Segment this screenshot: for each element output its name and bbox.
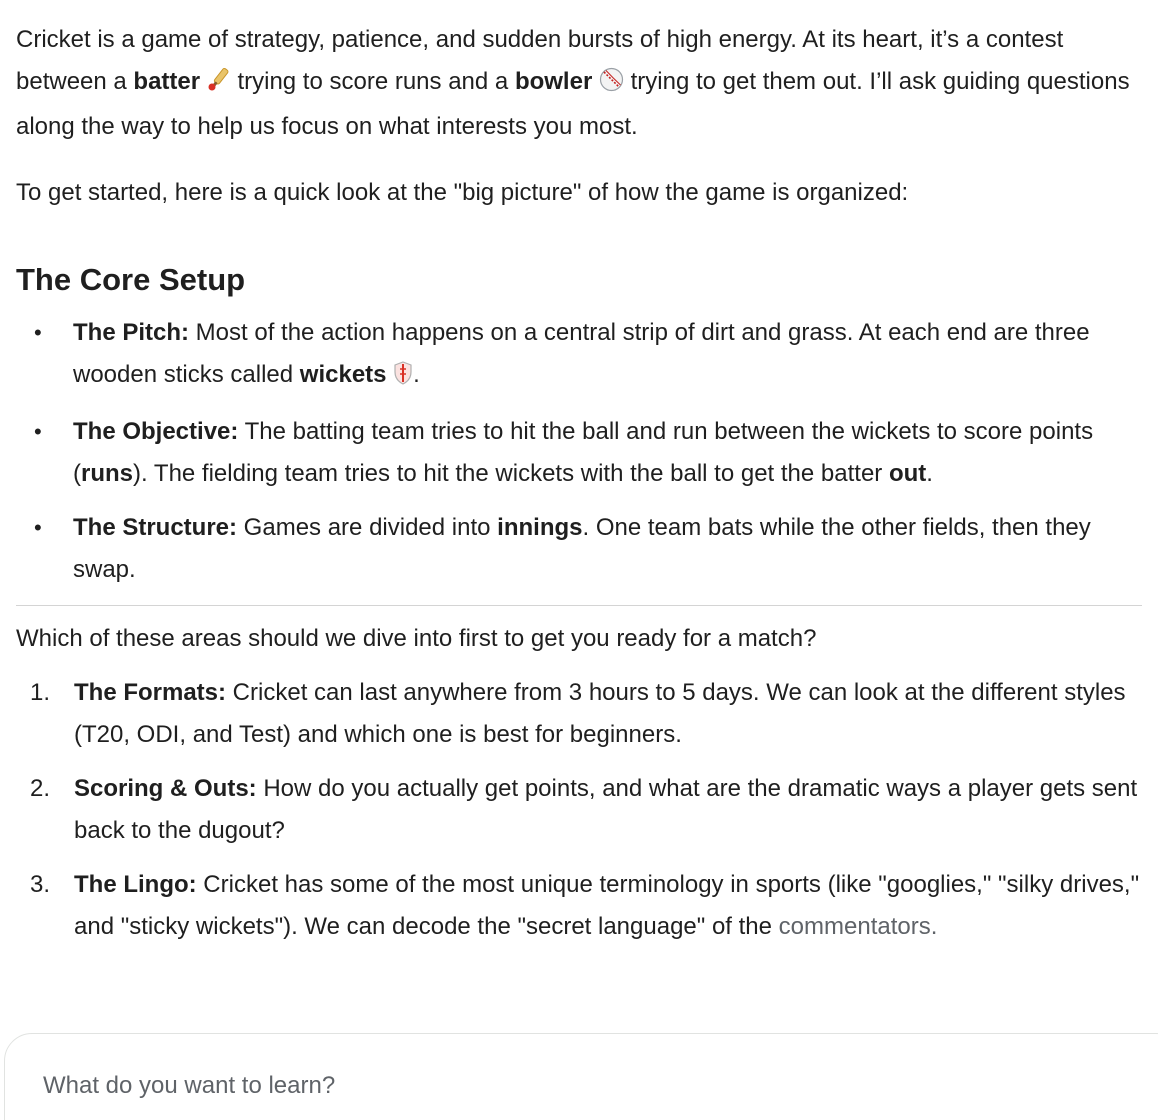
list-item-formats <box>16 672 1142 756</box>
item-text-end: . <box>413 361 420 388</box>
intro-text-3: trying to get them out. I’ll ask guiding questions along the way to help us focus on what interests you most. <box>16 68 1130 140</box>
list-item-structure <box>16 507 1142 591</box>
list-item-scoring <box>16 768 1142 852</box>
item-text: Cricket has some of the most unique terminology in sports (like "googlies," "silky drives," and "sticky wickets"). We can decode the "secret language" of the <box>74 871 1140 940</box>
item-text: Cricket can last anywhere from 3 hours to 5 days. We can look at the different styles (T20, ODI, and Test) and which one is best for beginners. <box>74 679 1126 748</box>
bowler-term: bowler <box>514 68 593 95</box>
item-text-end: . <box>926 460 933 487</box>
item-text-faded: commentators. <box>778 913 938 940</box>
item-label: Scoring & Outs: <box>74 775 257 802</box>
response-content <box>16 0 1142 960</box>
list-item-pitch <box>16 312 1142 399</box>
item-label: The Pitch: <box>73 319 190 346</box>
list-number: 3. <box>30 871 51 898</box>
intro-text-1: Cricket is a game of strategy, patience, and sudden bursts of high energy. At its heart, it’s a contest between a <box>16 26 1064 95</box>
intro-paragraph <box>16 19 1142 148</box>
bullet-icon: • <box>34 419 42 444</box>
prompt-input[interactable] <box>43 1066 943 1106</box>
item-bold-term: wickets <box>299 361 387 388</box>
core-setup-list <box>16 312 1142 591</box>
item-text: The batting team tries to hit the ball and run between the wickets to score points ( <box>73 418 1094 487</box>
bullet-icon: • <box>34 515 42 540</box>
question-paragraph: Which of these areas should we dive into first to get you ready for a match? <box>16 625 817 652</box>
cricket-bat-icon <box>207 64 231 106</box>
item-label: The Objective: <box>73 418 239 445</box>
item-label: The Formats: <box>74 679 227 706</box>
item-text: . One team bats while the other fields, then they swap. <box>73 514 1091 583</box>
areas-list <box>16 672 1142 948</box>
item-bold-term: runs <box>81 460 134 487</box>
item-bold-term: out <box>888 460 927 487</box>
item-label: The Lingo: <box>74 871 197 898</box>
getting-started-paragraph: To get started, here is a quick look at the "big picture" of how the game is organized: <box>16 179 909 206</box>
cricket-ball-icon <box>599 64 624 106</box>
bullet-icon: • <box>34 320 42 345</box>
list-number: 2. <box>30 775 51 802</box>
prompt-composer[interactable] <box>4 1033 1158 1120</box>
list-item-objective <box>16 411 1142 495</box>
intro-text-2: trying to score runs and a <box>230 68 515 95</box>
section-divider <box>16 605 1142 606</box>
item-text: How do you actually get points, and what are the dramatic ways a player gets sent back to the dugout? <box>74 775 1138 844</box>
item-text: Games are divided into <box>237 514 498 541</box>
list-number: 1. <box>30 679 51 706</box>
item-bold-term: innings <box>497 514 583 541</box>
section-heading-core-setup: The Core Setup <box>16 262 246 297</box>
item-text: ). The fielding team tries to hit the wickets with the ball to get the batter <box>133 460 889 487</box>
item-label: The Structure: <box>73 514 238 541</box>
shield-icon <box>393 357 413 399</box>
batter-term: batter <box>133 68 201 95</box>
list-item-lingo <box>16 864 1142 948</box>
item-text: Most of the action happens on a central strip of dirt and grass. At each end are three wooden sticks called <box>73 319 1090 388</box>
